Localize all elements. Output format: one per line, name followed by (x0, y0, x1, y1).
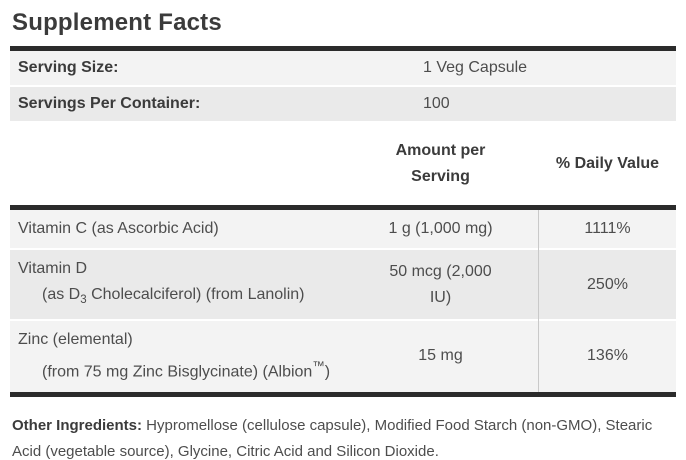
nutrient-amount (342, 250, 539, 319)
nutrient-row-vitamin-c (10, 210, 676, 248)
nutrient-amount (342, 210, 539, 248)
nutrient-amount (342, 321, 539, 391)
nutrient-row-zinc (10, 321, 676, 391)
other-ingredients-text: Hypromellose (cellulose capsule), Modified Food Starch (non-GMO), Stearic Acid (vegetable source), Glycine, Citric Acid and Silicon Dioxide. (12, 416, 653, 460)
servings-per-container-label: Servings Per Container: (18, 95, 201, 112)
nutrient-table (10, 210, 676, 392)
serving-size-label: Serving Size: (18, 59, 119, 76)
other-ingredients (10, 413, 676, 460)
trademark-symbol: ™ (312, 359, 325, 374)
bottom-rule (10, 392, 676, 397)
nutrient-name (10, 321, 342, 391)
nutrient-row-vitamin-d (10, 250, 676, 319)
nutrient-amount-text: 15 mg (418, 347, 463, 365)
nutrient-name-line1: Vitamin C (as Ascorbic Acid) (18, 220, 219, 237)
serving-size-value: 1 Veg Capsule (423, 59, 528, 76)
nutrient-daily-value: 250% (587, 275, 628, 293)
nutrient-daily-value: 136% (587, 347, 628, 365)
subscript-3: 3 (80, 294, 87, 307)
daily-value-header: % Daily Value (555, 155, 660, 172)
servings-per-container-row (10, 87, 676, 121)
nutrient-amount-text: 1 g (1,000 mg) (388, 220, 493, 237)
nutrient-name-line2: (as $D_3$ Cholecalciferol) (from Lanolin) (42, 286, 305, 307)
nutrient-name (10, 250, 342, 319)
amount-per-serving-header-text: Amount per Serving (395, 142, 486, 185)
nutrient-amount-text: 50 mcg (2,000 IU) (389, 262, 492, 306)
nutrient-name (10, 210, 342, 248)
servings-per-container-value: 100 (423, 95, 450, 112)
column-headers (10, 123, 676, 205)
nutrient-name-line1: Vitamin D (18, 260, 88, 277)
serving-size-row (10, 51, 676, 85)
nutrient-name-line2: (from 75 mg Zinc Bisglycinate) (Albion™) (42, 359, 331, 381)
nutrient-daily-value: 1111% (584, 220, 631, 237)
facts-title: Supplement Facts (12, 9, 222, 36)
other-ingredients-label: Other Ingredients: (12, 416, 143, 434)
amount-per-serving-header (342, 138, 539, 190)
nutrient-name-line1: Zinc (elemental) (18, 331, 133, 349)
